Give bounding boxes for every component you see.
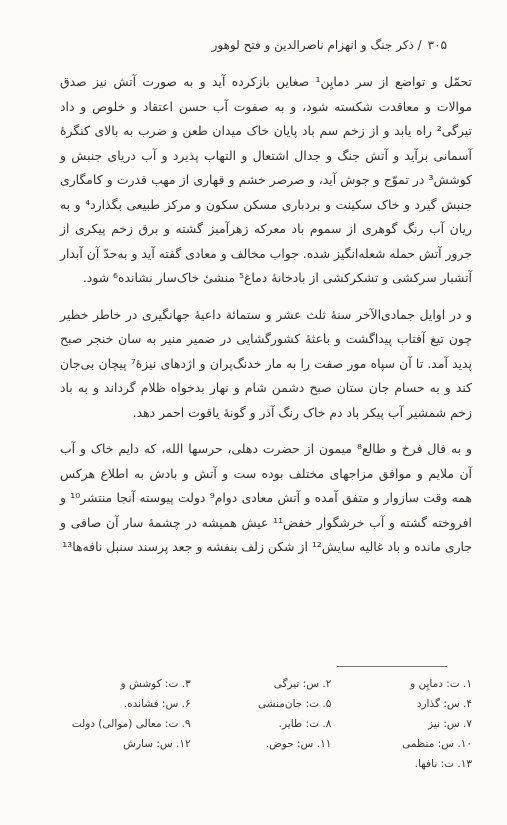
footnote: ۲. س: تیرگی [273, 678, 332, 690]
paragraph-2: و در اوایل جمادی‌الآخر سنهٔ ثلث عشر و ستمائة داعیهٔ جهانگیری در خاطر خطیر چون تیغ آفتاب پیداگشت و باعثهٔ کشورگشایی در ضمیر منیر به سان خنجر صبح پدید آمد. تا آن سپاه مور صفت را به مار خدنگ‌پران و اژدهای نیزهٔ⁷ پیچان بی‌جان کند و به حسام جان ستان صبح دشمن شام و نهار بدخواه ظلام گرداند و به باد زخم شمشیر آب پیکر باد دم خاک رنگ آذر و گونهٔ یاقوت احمر دهد. [60, 306, 473, 420]
footnote: ۷. س: نیز [428, 718, 472, 730]
footnote: ۶. س: فشانده. [123, 698, 191, 710]
footnote: ۹. ت: معالی (موالی) دولت [71, 718, 191, 730]
footnote: ۳. ت: کوشش و [120, 678, 191, 690]
footnote: ۱۲. س: سارش [123, 738, 191, 750]
page-number: ۳۰۵ [427, 38, 447, 52]
footnote-divider [337, 666, 447, 667]
footnote: ۵. ت: جان‌منشی [257, 698, 332, 710]
header-separator: / [413, 38, 422, 52]
footnote: ۱۰. س: منظمی [402, 738, 472, 750]
paragraph-3: و به فال فرخ و طالع⁸ میمون از حضرت دهلی، حرسها الله، که دایم خاک و آب آن ملایم و موافق مزاجهای مختلف بوده ست و آتش و بادش به اطلاع هرکس همه وقت سازوار و متفق آمده و آتش معادی دوام⁹ دولت پیوسته آنجا منتشر¹⁰ و افروخته گشته و آب خرشگوار خفض¹¹ عیش همیشه در چشمهٔ سار آن صافی و جاری مانده و باد غالیه سایش¹² از شکن زلف بنفشه و جعد پرسند سنبل نافه‌ها¹³ [60, 441, 472, 554]
footnotes [60, 676, 472, 772]
footnote: ۱۱. س: حوض. [265, 738, 332, 750]
chapter-title: ذکر جنگ و انهزام ناصرالدین و فتح لوهور [211, 38, 414, 52]
footnote: ۴. س: گذارد [416, 698, 472, 710]
paragraph-1: تحمّل و تواضع از سر دمایِن¹ صغاین بازکرده آید و به صورت آتش نیز صدق موالات و معاقدت شکسته شود، و به صفوت آب حسن اعتقاد و خلوص و داد تیرگی² راه یابد و از زخم سم باد پایان خاک میدان طعن و ضرب به بالای کنگرهٔ آسمانی برآید و آتش جنگ و جدال اشتعال و التهاب پذیرد و آب دریای جنبش و کوشش³ در تموّج و جوش آید، و صرصر خشم و قهاری از مهب قدرت و کامگاری جنبش گیرد و خاک سکینت و بردباری مسکن سکون و مرکز طبیعی بگذارد⁴ و به ریان آب رنگ گوهری از سموم باد معرکه زهرآمیز گشته و برق زخم پیکری از جرور آتش حمله شعله‌انگیز شده. جواب مخالف و معادی گفته آید و به‌حدّ آن آبدار آتشبار سرکشی و تشکرکشی از بادخانهٔ دماغ⁵ منشیٔ خاک‌سار نشانده⁶ شود. [60, 74, 473, 285]
main-text [60, 70, 472, 560]
footnote: ۱۳. ت: نافها. [414, 758, 472, 770]
footnote: ۱. ت: دمایِن و [410, 678, 472, 690]
footnote: ۸. ت: طایر. [278, 718, 332, 730]
running-header [60, 38, 447, 52]
